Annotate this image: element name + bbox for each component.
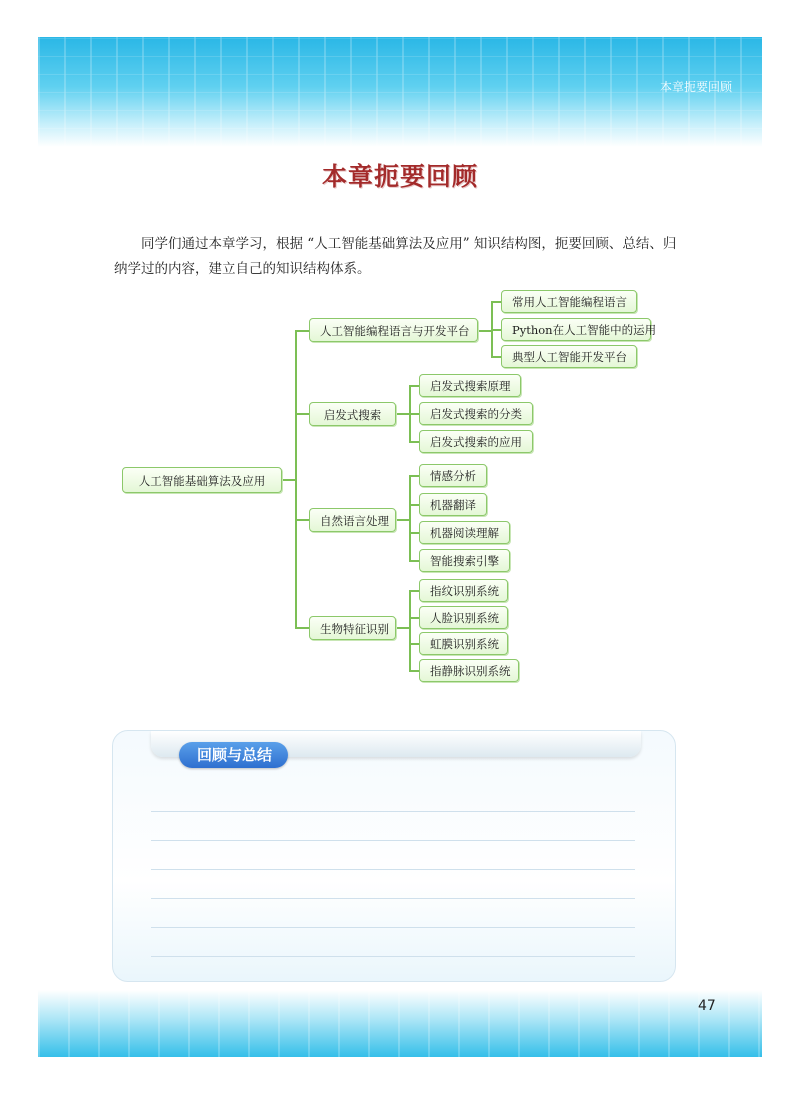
connector bbox=[491, 356, 501, 358]
connector bbox=[282, 479, 296, 481]
connector bbox=[295, 519, 309, 521]
leaf-node: 常用人工智能编程语言 bbox=[501, 290, 637, 313]
connector bbox=[409, 413, 419, 415]
footer-decoration bbox=[38, 990, 762, 1057]
branch-node-nlp: 自然语言处理 bbox=[309, 508, 396, 532]
leaf-node: 人脸识别系统 bbox=[419, 606, 508, 629]
leaf-node: 启发式搜索原理 bbox=[419, 374, 521, 397]
connector bbox=[409, 590, 419, 592]
connector bbox=[491, 329, 501, 331]
writing-line[interactable] bbox=[151, 869, 635, 870]
branch-node-heuristic-search: 启发式搜索 bbox=[309, 402, 396, 426]
leaf-node: 智能搜索引擎 bbox=[419, 549, 510, 572]
leaf-node: 启发式搜索的分类 bbox=[419, 402, 533, 425]
leaf-node: 指静脉识别系统 bbox=[419, 659, 519, 682]
connector bbox=[295, 330, 309, 332]
page-title: 本章扼要回顾 bbox=[321, 162, 478, 191]
leaf-node: 指纹识别系统 bbox=[419, 579, 508, 602]
connector bbox=[409, 475, 411, 561]
connector bbox=[409, 504, 419, 506]
leaf-node: 机器翻译 bbox=[419, 493, 487, 516]
writing-line[interactable] bbox=[151, 898, 635, 899]
review-summary-label: 回顾与总结 bbox=[179, 742, 288, 768]
connector bbox=[409, 590, 411, 671]
connector bbox=[409, 617, 419, 619]
branch-node-biometrics: 生物特征识别 bbox=[309, 616, 396, 640]
leaf-node: Python在人工智能中的运用 bbox=[501, 318, 651, 341]
connector bbox=[295, 330, 297, 628]
writing-line[interactable] bbox=[151, 840, 635, 841]
connector bbox=[295, 627, 309, 629]
connector bbox=[478, 330, 492, 332]
connector bbox=[409, 475, 419, 477]
connector bbox=[409, 441, 419, 443]
leaf-node: 情感分析 bbox=[419, 464, 487, 487]
connector bbox=[396, 413, 410, 415]
connector bbox=[396, 519, 410, 521]
connector bbox=[409, 532, 419, 534]
branch-node-programming-platform: 人工智能编程语言与开发平台 bbox=[309, 318, 478, 342]
connector bbox=[491, 301, 501, 303]
leaf-node: 典型人工智能开发平台 bbox=[501, 345, 637, 368]
leaf-node: 虹膜识别系统 bbox=[419, 632, 508, 655]
writing-line[interactable] bbox=[151, 956, 635, 957]
connector bbox=[409, 560, 419, 562]
page-number: 47 bbox=[698, 998, 716, 1014]
leaf-node: 机器阅读理解 bbox=[419, 521, 510, 544]
review-summary-box bbox=[112, 730, 676, 982]
connector bbox=[409, 385, 419, 387]
leaf-node: 启发式搜索的应用 bbox=[419, 430, 533, 453]
connector bbox=[396, 627, 410, 629]
intro-text: 同学们通过本章学习，根据 “人工智能基础算法及应用” 知识结构图，扼要回顾、总结、归纳学过的内容，建立自己的知识结构体系。 bbox=[114, 236, 677, 277]
writing-line[interactable] bbox=[151, 811, 635, 812]
connector bbox=[409, 643, 419, 645]
page-footer-banner bbox=[38, 990, 762, 1057]
writing-line[interactable] bbox=[151, 927, 635, 928]
connector bbox=[295, 413, 309, 415]
running-header-title: 本章扼要回顾 bbox=[660, 80, 733, 94]
root-node: 人工智能基础算法及应用 bbox=[122, 467, 282, 493]
connector bbox=[409, 670, 419, 672]
